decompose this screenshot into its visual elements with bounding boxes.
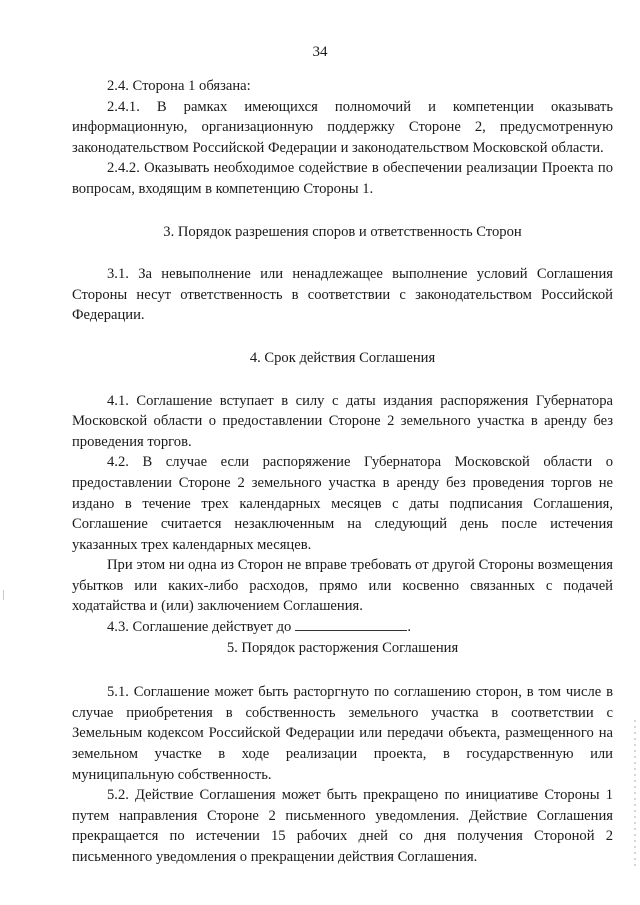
clause-5-2: 5.2. Действие Соглашения может быть прекращено по инициативе Стороны 1 путем направления Стороне 2 письменного уведомления. Действие Соглашения прекращается по истечении 15 рабочих дней со дня получения Стороной 2 письменного уведомления о прекращении действия Соглашения. <box>72 787 613 865</box>
clause-2-4-title: 2.4. Сторона 1 обязана: <box>107 78 251 94</box>
clause-4-3-end: . <box>407 619 411 636</box>
section-5-heading: 5. Порядок расторжения Соглашения <box>226 639 459 656</box>
scan-margin-artifact <box>634 720 636 870</box>
document-body <box>72 76 613 868</box>
clause-2-4-2: 2.4.2. Оказывать необходимое содействие в обеспечении реализации Проекта по вопросам, входящим в компетенцию Стороны 1. <box>72 160 613 197</box>
clause-2-4-1: 2.4.1. В рамках имеющихся полномочий и компетенции оказывать информационную, организационную поддержку Стороне 2, предусмотренную законодательством Российской Федерации и законодательством Московской области. <box>72 98 613 156</box>
section-3-heading: 3. Порядок разрешения споров и ответственность Сторон <box>163 223 522 240</box>
clause-4-3 <box>72 617 613 638</box>
clause-4-2: 4.2. В случае если распоряжение Губернатора Московской области о предоставлении Стороне 2 земельного участка в аренду без проведения торгов не издано в течение трех календарных месяцев с даты подписания Соглашения, Соглашение считается незаключенным на следующий день после истечения указанных трех календарных месяцев. <box>72 454 613 553</box>
clause-4-3-text: 4.3. Соглашение действует до <box>107 619 292 636</box>
date-blank-line <box>295 618 407 631</box>
section-4-heading: 4. Срок действия Соглашения <box>249 349 436 366</box>
page-number: 34 <box>312 44 328 60</box>
clause-4-2-note: При этом ни одна из Сторон не вправе требовать от другой Стороны возмещения убытков или каких-либо расходов, прямо или косвенно связанных с подачей ходатайства и (или) заключением Соглашения. <box>72 557 613 615</box>
clause-4-1: 4.1. Соглашение вступает в силу с даты издания распоряжения Губернатора Московской области о предоставлении Стороне 2 земельного участка в аренду без проведения торгов. <box>72 392 613 450</box>
clause-3-1: 3.1. За невыполнение или ненадлежащее выполнение условий Соглашения Стороны несут ответственность в соответствии с законодательством Российской Федерации. <box>72 266 613 324</box>
scan-margin-mark <box>3 590 4 600</box>
clause-5-1: 5.1. Соглашение может быть расторгнуто по соглашению сторон, в том числе в случае приобретения в собственность земельного участка в соответствии с Земельным кодексом Российской Федерации или передачи объекта, размещенного на земельном участке в ходе реализации проекта, в государственную или муниципальную собственность. <box>72 684 613 783</box>
